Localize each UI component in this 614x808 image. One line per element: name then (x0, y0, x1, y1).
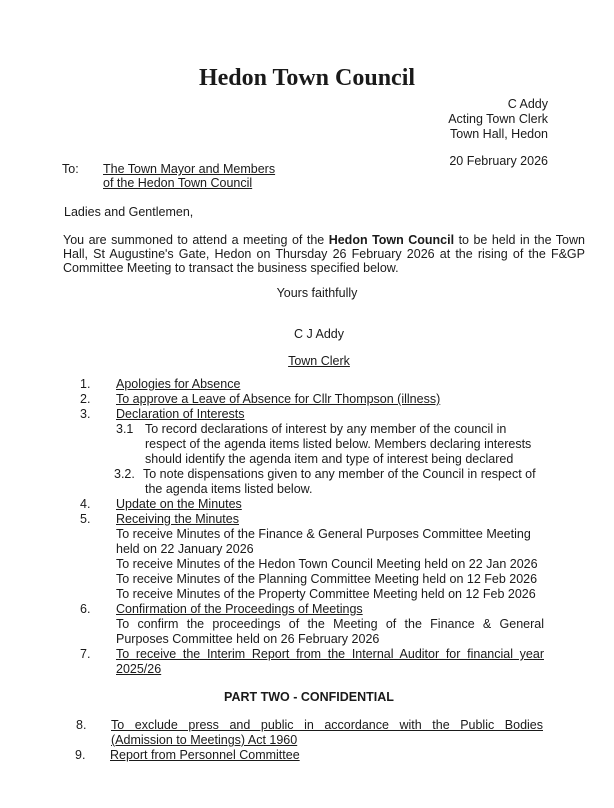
item-8-line-2: (Admission to Meetings) Act 1960 (111, 733, 298, 747)
item-3-1-line-2: respect of the agenda items listed below. Members declaring interests (145, 437, 532, 451)
item-6-line-2: Purposes Committee held on 26 February 2026 (116, 632, 380, 646)
item-3-2-line-2: the agenda items listed below. (145, 482, 313, 496)
signature-title: Town Clerk (288, 354, 350, 368)
item-7-line-1: To receive the Interim Report from the Internal Auditor for financial year (116, 647, 544, 661)
item-5-title: Receiving the Minutes (116, 512, 239, 526)
item-5-line-2: held on 22 January 2026 (116, 542, 254, 556)
item-5-number: 5. (80, 512, 91, 526)
item-1-number: 1. (80, 377, 91, 391)
item-1-title: Apologies for Absence (116, 377, 241, 391)
summons-text-after: to be held in the Town Hall, St Augustine's Gate, Hedon on Thursday 26 February 2026 at the rising of the F&GP Committee Meeting to transact the business specified below. (63, 233, 585, 275)
signature-name: C J Addy (293, 327, 345, 341)
item-3-1-line-1: To record declarations of interest by any member of the council in (145, 422, 507, 436)
salutation: Ladies and Gentlemen, (64, 205, 194, 219)
item-8-number: 8. (76, 718, 87, 732)
item-3-2-line-1: To note dispensations given to any member of the Council in respect of (143, 467, 536, 481)
item-5-line-5: To receive Minutes of the Property Committee Meeting held on 12 Feb 2026 (116, 587, 536, 601)
council-title: Hedon Town Council (198, 65, 416, 91)
summons-paragraph (63, 233, 585, 275)
item-9-number: 9. (75, 748, 86, 762)
sender-role: Acting Town Clerk (448, 112, 548, 126)
item-4-number: 4. (80, 497, 91, 511)
summons-text-before: You are summoned to attend a meeting of the (63, 233, 329, 247)
item-2-number: 2. (80, 392, 91, 406)
item-6-line-1: To confirm the proceedings of the Meeting of the Finance & General (116, 617, 544, 631)
closing: Yours faithfully (276, 286, 358, 300)
item-6-title: Confirmation of the Proceedings of Meetings (116, 602, 363, 616)
item-8-line-1: To exclude press and public in accordance with the Public Bodies (111, 718, 543, 732)
sender-name: C Addy (507, 97, 548, 111)
sender-address: Town Hall, Hedon (450, 127, 548, 141)
recipient-block (103, 162, 275, 190)
item-3-1-line-3: should identify the agenda item and type of interest being declared (145, 452, 514, 466)
item-6-number: 6. (80, 602, 91, 616)
to-label: To: (62, 162, 79, 176)
item-3-title: Declaration of Interests (116, 407, 245, 421)
summons-council-name: Hedon Town Council (328, 233, 455, 247)
recipient-line-1: The Town Mayor and Members (103, 162, 276, 176)
item-3-1-number: 3.1 (116, 422, 134, 436)
item-5-line-3: To receive Minutes of the Hedon Town Council Meeting held on 22 Jan 2026 (116, 557, 538, 571)
item-3-number: 3. (80, 407, 91, 421)
recipient-line-2: of the Hedon Town Council (103, 176, 253, 190)
item-5-line-1: To receive Minutes of the Finance & General Purposes Committee Meeting (116, 527, 531, 541)
item-2-title: To approve a Leave of Absence for Cllr Thompson (illness) (116, 392, 441, 406)
sender-block (448, 97, 548, 142)
item-5-line-4: To receive Minutes of the Planning Committee Meeting held on 12 Feb 2026 (116, 572, 538, 586)
item-3-2-number: 3.2. (114, 467, 135, 481)
item-7-number: 7. (80, 647, 91, 661)
letter-date: 20 February 2026 (449, 154, 548, 168)
part-two-heading: PART TWO - CONFIDENTIAL (224, 690, 394, 704)
item-9-title: Report from Personnel Committee (110, 748, 300, 762)
item-7-line-2: 2025/26 (116, 662, 162, 676)
item-4-title: Update on the Minutes (116, 497, 242, 511)
